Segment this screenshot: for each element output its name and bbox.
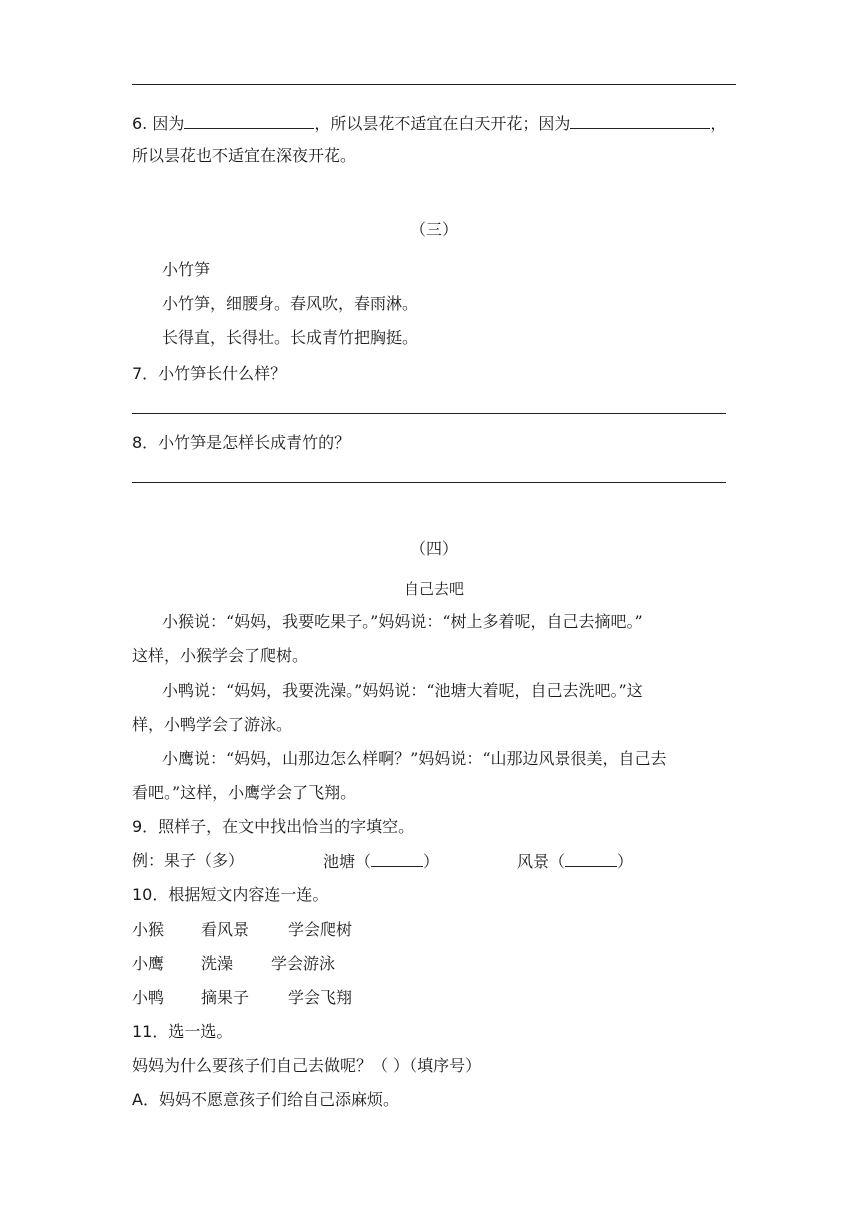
- story-paragraph-1-line-1: 小猴说：“妈妈，我要吃果子。”妈妈说：“树上多着呢，自己去摘吧。”: [162, 612, 643, 631]
- question-10: 10．根据短文内容连一连。: [132, 885, 329, 904]
- question-9-example: 例：果子（多）: [132, 851, 245, 870]
- story-paragraph-3-line-2: 看吧。”这样，小鹰学会了飞翔。: [132, 783, 357, 802]
- story-paragraph-2-line-1: 小鸭说：“妈妈，我要洗澡。”妈妈说：“池塘大着呢，自己去洗吧。”这: [162, 681, 643, 700]
- question-9-item-2: [323, 850, 439, 873]
- question-11-prompt: 妈妈为什么要孩子们自己去做呢？（ ）（填序号）: [132, 1056, 482, 1075]
- item-label: 风景（: [517, 852, 566, 871]
- item-paren: ）: [617, 852, 634, 871]
- question-9-item-3: [517, 850, 633, 873]
- poem-line-2: 长得直，长得壮。长成青竹把胸挺。: [162, 328, 419, 347]
- match-row-1-b[interactable]: 看风景: [201, 920, 250, 939]
- poem-line-1: 小竹笋，细腰身。春风吹，春雨淋。: [162, 294, 419, 313]
- question-8: 8．小竹笋是怎样长成青竹的？: [132, 433, 351, 452]
- story-paragraph-1-line-2: 这样，小猴学会了爬树。: [132, 646, 309, 665]
- question-6-text-b: ，所以昙花不适宜在白天开花；因为: [314, 114, 571, 133]
- match-row-3-a[interactable]: 小鸭: [132, 988, 165, 1007]
- story-paragraph-3-line-1: 小鹰说：“妈妈，山那边怎么样啊？”妈妈说：“山那边风景很美，自己去: [162, 749, 667, 768]
- question-6-text-a: 因为: [152, 114, 185, 133]
- fill-blank[interactable]: [184, 112, 314, 129]
- match-row-2-c[interactable]: 学会游泳: [271, 954, 336, 973]
- question-11: 11．选一选。: [132, 1022, 233, 1041]
- answer-line: [132, 84, 736, 85]
- question-6-continued: 所以昙花也不适宜在深夜开花。: [132, 146, 357, 165]
- story-paragraph-2-line-2: 样，小鸭学会了游泳。: [132, 715, 293, 734]
- fill-blank[interactable]: [565, 850, 617, 867]
- item-label: 池塘（: [323, 852, 372, 871]
- question-6-number: 6.: [132, 114, 148, 133]
- poem-title: 小竹笋: [162, 260, 211, 279]
- match-row-1-a[interactable]: 小猴: [132, 920, 165, 939]
- item-paren: ）: [423, 852, 440, 871]
- fill-blank[interactable]: [371, 850, 423, 867]
- match-row-1-c[interactable]: 学会爬树: [288, 920, 353, 939]
- section-heading-3: （三）: [409, 220, 458, 239]
- match-row-2-b[interactable]: 洗澡: [201, 954, 234, 973]
- fill-blank[interactable]: [570, 112, 710, 129]
- option-a[interactable]: A．妈妈不愿意孩子们给自己添麻烦。: [132, 1090, 399, 1109]
- story-title: 自己去吧: [403, 580, 464, 598]
- answer-line[interactable]: [132, 482, 726, 483]
- question-6: [132, 112, 726, 135]
- question-9: 9．照样子，在文中找出恰当的字填空。: [132, 817, 415, 836]
- match-row-3-b[interactable]: 摘果子: [201, 988, 250, 1007]
- match-row-3-c[interactable]: 学会飞翔: [288, 988, 353, 1007]
- match-row-2-a[interactable]: 小鹰: [132, 954, 165, 973]
- question-7: 7．小竹笋长什么样？: [132, 364, 287, 383]
- question-6-text-c: ，: [710, 114, 727, 133]
- answer-line[interactable]: [132, 413, 726, 414]
- section-heading-4: （四）: [409, 539, 458, 558]
